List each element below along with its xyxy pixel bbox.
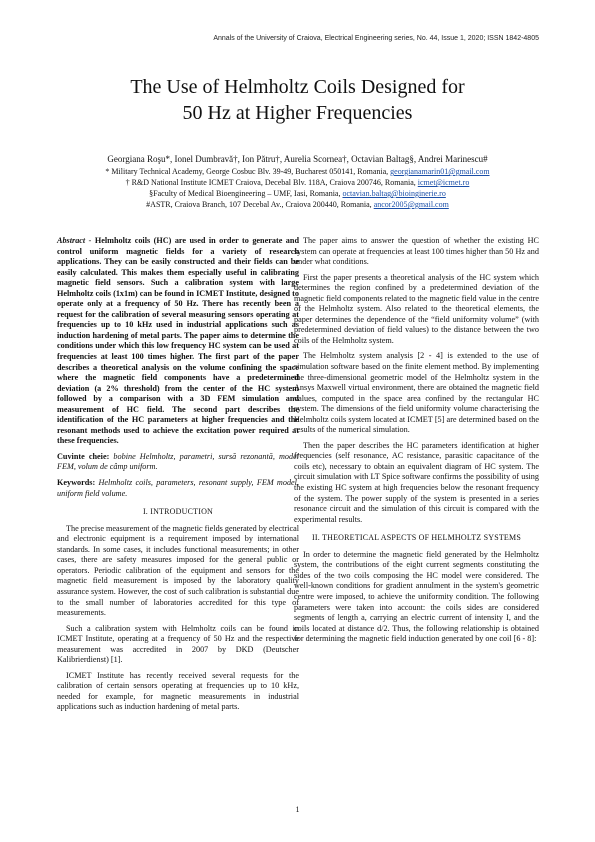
page-number: 1 bbox=[295, 805, 300, 814]
paragraph: The paper aims to answer the question of whether the existing HC system can operate at frequencies at least 100 times higher than 50 Hz and under what conditions. bbox=[294, 236, 539, 267]
title-line-1: The Use of Helmholtz Coils Designed for bbox=[130, 76, 465, 98]
affiliation-2 bbox=[40, 177, 555, 188]
title-line-2: 50 Hz at Higher Frequencies bbox=[182, 102, 413, 124]
paragraph: Such a calibration system with Helmholtz coils can be found in ICMET Institute, operating at a frequency of 50 Hz and the respective measurement was accredited in 2007 by DKD (Deutscher Kalibrierdienst) [1]. bbox=[57, 623, 299, 665]
paper-title bbox=[0, 74, 595, 126]
email-link[interactable]: georgianamarin01@gmail.com bbox=[390, 167, 490, 176]
affiliation-3 bbox=[40, 188, 555, 199]
email-link[interactable]: icmet@icmet.ro bbox=[417, 178, 470, 187]
paragraph: First the paper presents a theoretical analysis of the HC system which determines the region confined by a predetermined deviation of the magnetic field components related to the magnetic field value in the centre of the Helmholtz system. Also related to the theoretical elements, the paper determines the dependence of the “field uniformity volume” (with predetermined deviation of field values) to the distance between the two coils of the Helmholtz system. bbox=[294, 272, 539, 345]
paragraph: Then the paper describes the HC parameters identification at higher frequencies (self resonance, AC resistance, parasitic capacitance of the coils etc), necessary to obtain an equivalent diagram of HC system. The circuit simulation with LT Spice software confirms the possibility of using the existing HC system at high frequencies below the resonant frequency of the system. The power supply of the system is presented in a series resonance circuit and the simulation of this circuit is compared with the experimental results. bbox=[294, 440, 539, 524]
cuvinte-text: bobine Helmholtz, parametri, sursă rezonantă, model FEM, volum de câmp uniform. bbox=[57, 451, 299, 472]
email-link[interactable]: ancor2005@gmail.com bbox=[373, 200, 449, 209]
keywords bbox=[57, 478, 299, 499]
affiliation-1 bbox=[40, 166, 555, 177]
keywords-text: Helmholtz coils, parameters, resonant supply, FEM model, uniform field volume. bbox=[57, 478, 299, 498]
abstract-text: Helmholtz coils (HC) are used in order to generate and control uniform magnetic fields for a variety of research applications. They can be easily constructed and their fields can be easily calculated. This makes them especially useful in calibrating magnetic field sensors. Such a calibration system with large Helmholtz coils (1x1m) can be found in ICMET Institute, designed to operate only at a frequency of 50 Hz. There has recently been a request for the calibration of several measuring sensors operating at frequencies up to 10 kHz used in industrial applications such as induction hardening of metal parts. The paper aims to determine the conditions under which this low frequency HC system can be used at frequencies at least 100 times higher. The first part of the paper describes a theoretical analysis on the volume confining the space where the magnetic field components have a predetermined deviation (a 2% threshold) from the center of the HC system followed by a comparison with a 3D FEM simulation and measurement of HC field. The second part describes the identification of the HC parameters at higher frequencies and the resonant methods used to achieve the excitation power required at these frequencies. bbox=[57, 236, 299, 446]
paragraph: The Helmholtz system analysis [2 - 4] is extended to the use of simulation software based on the finite element method. By implementing the three-dimensional geometric model of the Helmholtz system in the Ansys Maxwell virtual environment, there are obtained the magnetic field values, computed in the space area confined by the rectangular HC system. The dimensions of the field uniformity volume characterising the Helmholtz coils system located at ICMET [5] are determined based on the results of the numerical simulation. bbox=[294, 351, 539, 435]
paragraph: ICMET Institute has recently received several requests for the calibration of certain sensors operating at frequencies up to 10 kHz, needed for example, for magnetic measurements in industrial applications such as induction hardening of metal parts. bbox=[57, 670, 299, 712]
section-heading-introduction: I. INTRODUCTION bbox=[142, 507, 214, 517]
author-list: Georgiana Roşu*, Ionel Dumbravă†, Ion Pătru†, Aurelia Scornea†, Octavian Baltag§, Andrei Marinescu# bbox=[107, 154, 488, 164]
email-link[interactable]: octavian.baltag@bioinginerie.ro bbox=[342, 189, 446, 198]
left-column bbox=[57, 236, 299, 718]
affiliation-text: #ASTR, Craiova Branch, 107 Decebal Av., Craiova 200440, Romania, bbox=[146, 200, 374, 209]
journal-header: Annals of the University of Craiova, Electrical Engineering series, No. 44, Issue 1, 2020; ISSN 1842-4805 bbox=[213, 35, 539, 42]
affiliation-text: † R&D National Institute ICMET Craiova, Decebal Blv. 118A, Craiova 200746, Romania, bbox=[125, 178, 418, 187]
affiliation-4 bbox=[40, 199, 555, 210]
keywords-label: Keywords: bbox=[57, 478, 96, 488]
affiliations bbox=[40, 166, 555, 210]
paragraph: In order to determine the magnetic field generated by the Helmholtz system, the contributions of the eight current segments constituting the sides of the two coils composing the HC model were considered. The well-known conditions for gradient annulment in the system's geometric centre were imposed, to achieve the uniformity condition. The following parameters were taken into account: the coils sides are considered segments of length a, carrying an electric current of intensity I, and the coils located at distance d/2. Thus, the following relationship is obtained for determining the magnetic field induction generated by one coil [6 - 8]: bbox=[294, 549, 539, 644]
affiliation-text: §Faculty of Medical Bioengineering – UMF, Iasi, Romania, bbox=[149, 189, 343, 198]
abstract-label: Abstract - bbox=[57, 236, 92, 245]
cuvinte-cheie bbox=[57, 452, 299, 473]
abstract bbox=[57, 236, 299, 447]
paragraph: The precise measurement of the magnetic fields generated by electrical and electronic equipment is a requirement imposed by international standards. In some cases, it includes functional measurements; in other cases, there are safety measures imposed for the general public or operators. Periodic calibration of the equipment and sensors for the magnetic field measurement is imposed by the laboratory quality assurance system. However, the cost of such calibration is substantial due to the small number of laboratories accredited for this type of measurements. bbox=[57, 523, 300, 618]
right-column bbox=[294, 236, 539, 650]
affiliation-text: * Military Technical Academy, George Cosbuc Blv. 39-49, Bucharest 050141, Romania, bbox=[105, 167, 391, 176]
section-heading-theory: II. THEORETICAL ASPECTS OF HELMHOLTZ SYSTEMS bbox=[312, 533, 521, 543]
cuvinte-label: Cuvinte cheie: bbox=[57, 451, 110, 461]
